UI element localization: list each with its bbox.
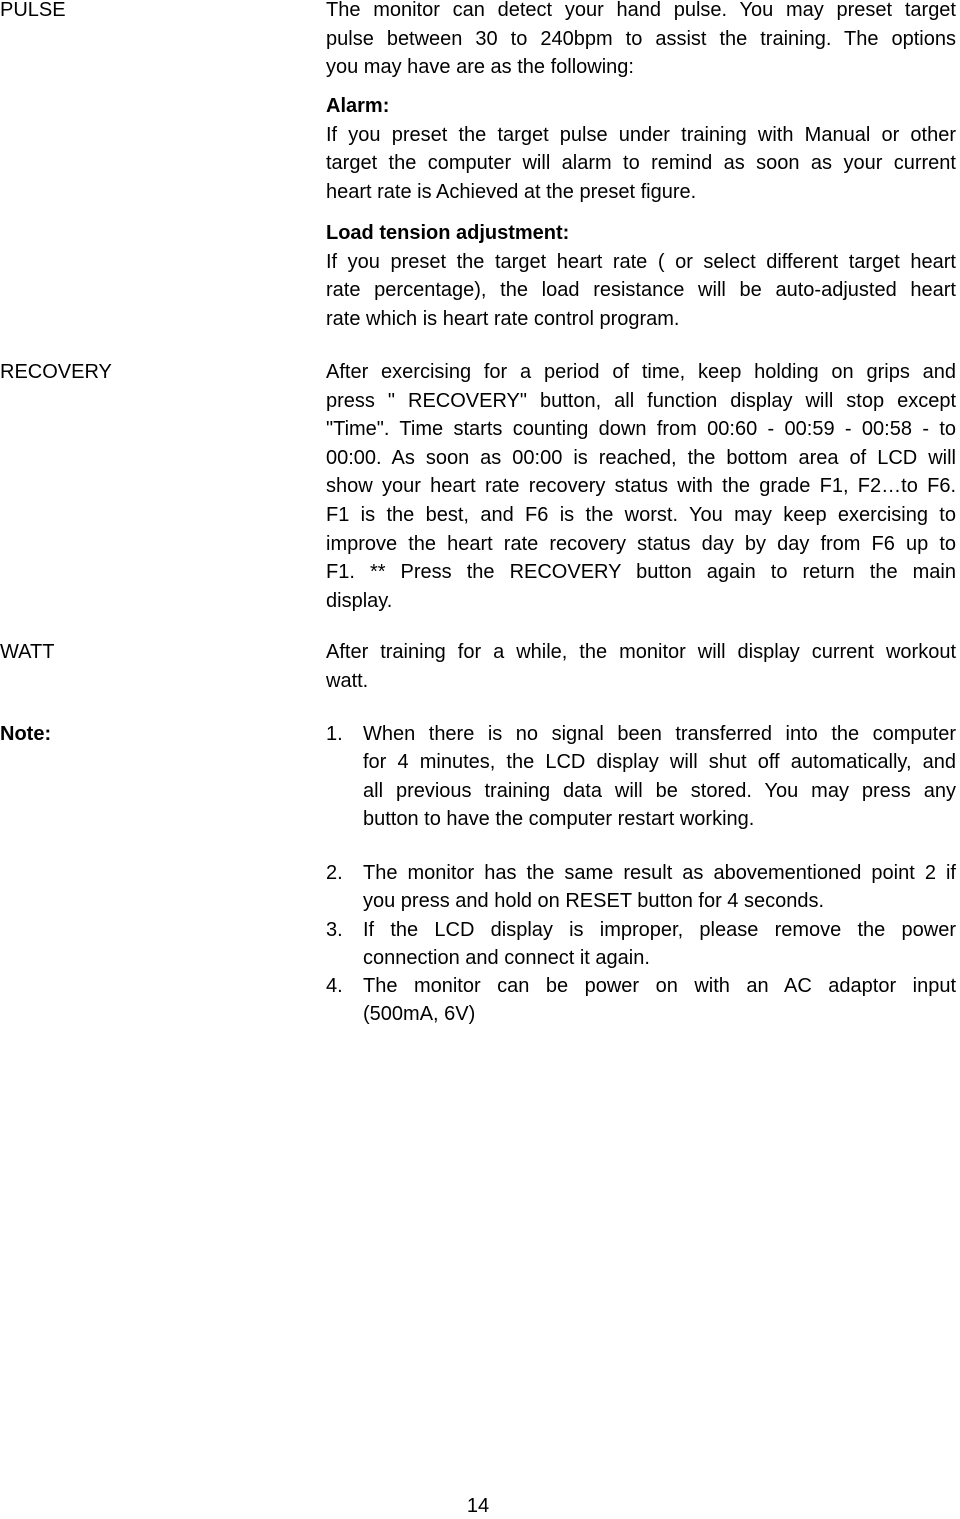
text-line: rate which is heart rate control program. xyxy=(326,307,680,330)
section-label-recovery: RECOVERY xyxy=(0,361,112,383)
text-line: press " RECOVERY" button, all function display will stop except xyxy=(326,389,956,412)
alarm-block xyxy=(326,92,956,206)
watt-description xyxy=(326,638,956,695)
load-tension-block xyxy=(326,219,956,333)
text-line: 00:00. As soon as 00:00 is reached, the bottom area of LCD will xyxy=(326,446,956,469)
text-line: If you preset the target pulse under training with Manual or other xyxy=(326,123,956,146)
note-number: 1. xyxy=(326,723,343,745)
text-line: button to have the computer restart working. xyxy=(363,808,755,831)
load-tension-heading: Load tension adjustment: xyxy=(326,222,570,244)
note-number: 3. xyxy=(326,919,343,941)
pulse-description xyxy=(326,0,956,82)
text-line: F1. ** Press the RECOVERY button again to return the main xyxy=(326,561,956,584)
text-line: rate percentage), the load resistance will be auto-adjusted heart xyxy=(326,279,956,302)
text-line: display. xyxy=(326,589,393,612)
text-line: heart rate is Achieved at the preset figure. xyxy=(326,180,697,203)
section-label-watt: WATT xyxy=(0,641,55,663)
text-line: F1 is the best, and F6 is the worst. You may keep exercising to xyxy=(326,503,956,526)
section-label-pulse: PULSE xyxy=(0,0,66,21)
text-line: target the computer will alarm to remind as soon as your current xyxy=(326,152,956,175)
alarm-heading: Alarm: xyxy=(326,95,390,117)
text-line: The monitor has the same result as abovementioned point 2 if xyxy=(363,862,956,884)
text-line: you may have are as the following: xyxy=(326,56,634,79)
note-number: 4. xyxy=(326,975,343,997)
text-line: If you preset the target heart rate ( or select different target heart xyxy=(326,250,956,273)
text-line: After training for a while, the monitor will display current workout xyxy=(326,641,956,663)
note-text xyxy=(363,972,956,1029)
text-line: connection and connect it again. xyxy=(363,947,650,970)
recovery-description xyxy=(326,358,956,615)
note-text xyxy=(363,720,956,834)
note-text xyxy=(363,916,956,973)
note-number: 2. xyxy=(326,862,343,884)
text-line: "Time". Time starts counting down from 00:60 - 00:59 - 00:58 - to xyxy=(326,418,956,441)
text-line: show your heart rate recovery status with the grade F1, F2…to F6. xyxy=(326,475,956,498)
text-line: pulse between 30 to 240bpm to assist the training. The options xyxy=(326,27,956,50)
text-line: The monitor can be power on with an AC adaptor input xyxy=(363,975,956,997)
text-line: The monitor can detect your hand pulse. You may preset target xyxy=(326,0,956,21)
text-line: improve the heart rate recovery status day by day from F6 up to xyxy=(326,532,956,555)
text-line: After exercising for a period of time, keep holding on grips and xyxy=(326,361,956,383)
text-line: watt. xyxy=(326,669,369,692)
text-line: all previous training data will be stored. You may press any xyxy=(363,779,956,802)
text-line: you press and hold on RESET button for 4 seconds. xyxy=(363,890,825,913)
text-line: for 4 minutes, the LCD display will shut off automatically, and xyxy=(363,751,956,774)
text-line: If the LCD display is improper, please remove the power xyxy=(363,919,956,941)
note-text xyxy=(363,859,956,916)
page-number: 14 xyxy=(466,1495,490,1517)
section-label-note: Note: xyxy=(0,723,52,745)
text-line: (500mA, 6V) xyxy=(363,1003,476,1026)
text-line: When there is no signal been transferred into the computer xyxy=(363,723,956,745)
